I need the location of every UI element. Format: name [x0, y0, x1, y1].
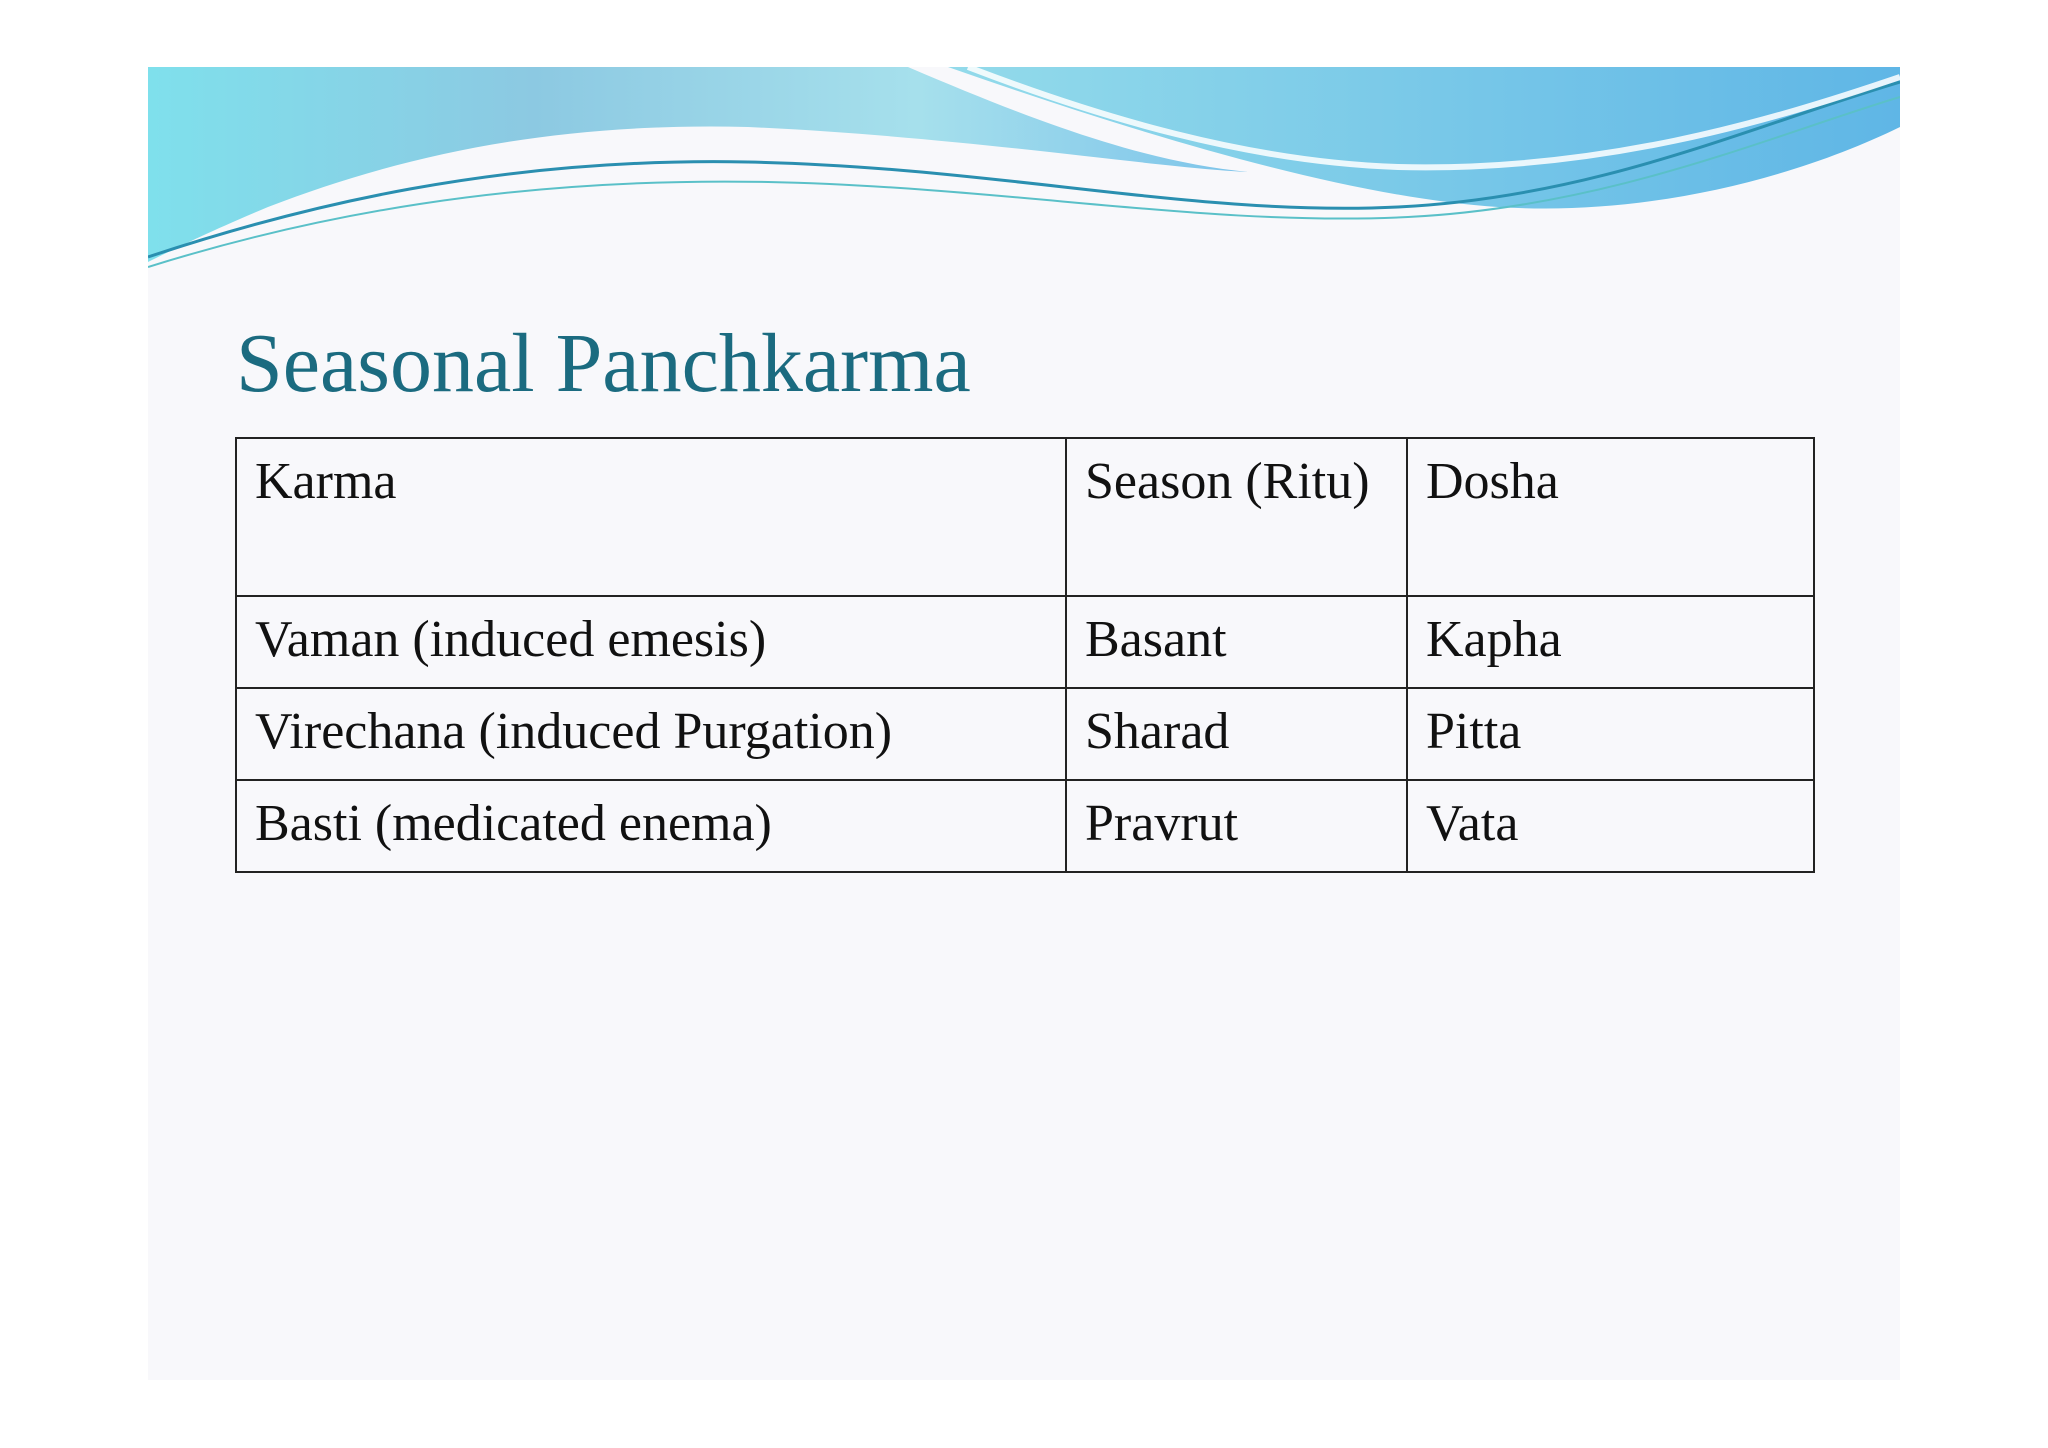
- header-karma: Karma: [236, 438, 1066, 596]
- slide-title: Seasonal Panchkarma: [236, 317, 971, 410]
- karma-cell: Virechana (induced Purgation): [236, 688, 1066, 780]
- table-header-row: [236, 438, 1814, 596]
- header-dosha: Dosha: [1407, 438, 1814, 596]
- season-cell: Pravrut: [1066, 780, 1407, 872]
- dosha-cell: Pitta: [1407, 688, 1814, 780]
- header-season: Season (Ritu): [1066, 438, 1407, 596]
- table-row: [236, 596, 1814, 688]
- dosha-cell: Kapha: [1407, 596, 1814, 688]
- karma-cell: Vaman (induced emesis): [236, 596, 1066, 688]
- wave-banner: [148, 67, 1900, 277]
- table-row: [236, 780, 1814, 872]
- panchkarma-table: [235, 437, 1815, 873]
- season-cell: Basant: [1066, 596, 1407, 688]
- table-row: [236, 688, 1814, 780]
- season-cell: Sharad: [1066, 688, 1407, 780]
- slide: [148, 67, 1900, 1380]
- karma-cell: Basti (medicated enema): [236, 780, 1066, 872]
- dosha-cell: Vata: [1407, 780, 1814, 872]
